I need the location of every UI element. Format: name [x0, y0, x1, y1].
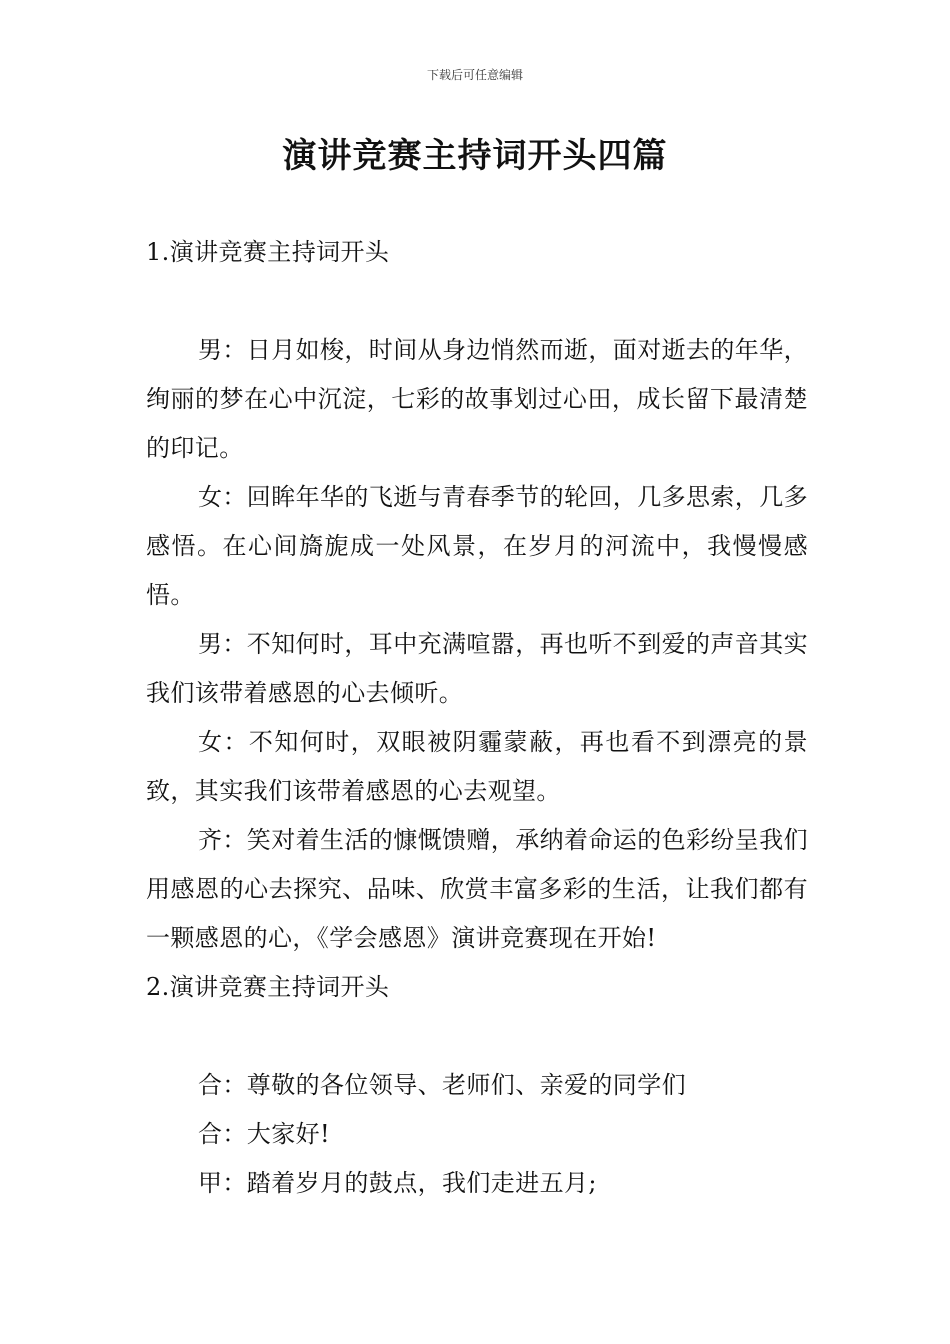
- header-note: 下载后可任意编辑: [426, 68, 523, 82]
- spacer: [146, 1012, 808, 1061]
- paragraph: 女：不知何时，双眼被阴霾蒙蔽，再也看不到漂亮的景致，其实我们该带着感恩的心去观望。: [146, 728, 808, 805]
- paragraph: 女：回眸年华的飞逝与青春季节的轮回，几多思索，几多感悟。在心间旖旎成一处风景，在岁月的河流中，我慢慢感悟。: [146, 483, 808, 609]
- spacer: [146, 277, 808, 326]
- section-heading-1: 1.演讲竞赛主持词开头: [146, 238, 390, 266]
- paragraph: 合：尊敬的各位领导、老师们、亲爱的同学们: [198, 1071, 686, 1099]
- paragraph: 男：日月如梭，时间从身边悄然而逝，面对逝去的年华，绚丽的梦在心中沉淀，七彩的故事划过心田，成长留下最清楚的印记。: [146, 336, 808, 462]
- paragraph: 齐：笑对着生活的慷慨馈赠，承纳着命运的色彩纷呈我们用感恩的心去探究、品味、欣赏丰富多彩的生活，让我们都有一颗感恩的心，《学会感恩》演讲竞赛现在开始!: [146, 826, 808, 952]
- paragraph: 男：不知何时，耳中充满喧嚣，再也听不到爱的声音其实我们该带着感恩的心去倾听。: [146, 630, 808, 707]
- document-title: 演讲竞赛主持词开头四篇: [282, 136, 668, 176]
- paragraph: 甲：踏着岁月的鼓点，我们走进五月;: [198, 1169, 597, 1197]
- paragraph: 合：大家好!: [198, 1120, 331, 1148]
- document-body: [146, 228, 808, 1208]
- section-heading-2: 2.演讲竞赛主持词开头: [146, 973, 390, 1001]
